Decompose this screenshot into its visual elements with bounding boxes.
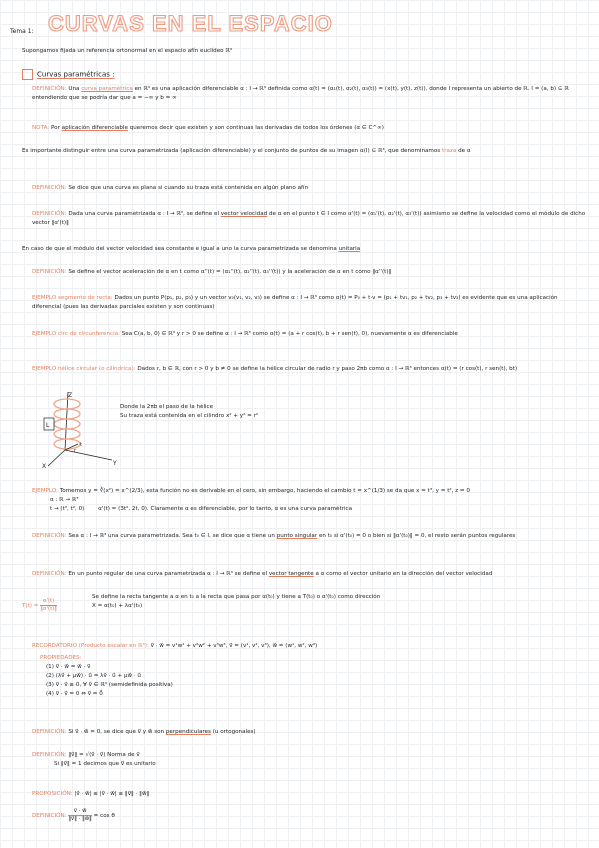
helix-loop xyxy=(54,439,80,449)
def-text: Si ‖v⃗‖ = 1 decimos que v⃗ es unitario xyxy=(54,761,156,767)
unit-highlight: unitaria xyxy=(338,246,361,252)
trace-text: de α xyxy=(458,148,471,154)
proposition-cauchy-schwarz xyxy=(32,790,588,799)
def-text: ‖v⃗‖ = √(v⃗ · v⃗) Norma de v⃗ xyxy=(68,752,140,758)
y-axis xyxy=(65,450,112,460)
example-text: Dados r, b ∈ ℝ, con r > 0 y b ≠ 0 se define la hélice circular de radio r y paso 2πb como α : I → ℝ³ entonces α(t) = (r cos(t), r sen(t), bt) xyxy=(137,366,518,372)
tangent-line-note xyxy=(92,593,582,611)
fraction-numerator: v⃗ · w⃗ xyxy=(68,808,92,816)
reminder-text: v⃗ · w⃗ = v¹w¹ + v²w² + v³w³, v⃗ = (v¹, v², v³), w⃗ = (w¹, w², w³) xyxy=(150,643,318,649)
mark-t: t xyxy=(80,442,82,448)
helix-note-line: Su traza está contenida en el cilindro x² + y² = r² xyxy=(120,413,259,419)
tangent-formula xyxy=(22,598,102,613)
section-heading xyxy=(22,69,114,80)
page-title: CURVAS EN EL ESPACIO xyxy=(48,11,333,36)
example-text: Dados un punto P(p₁, p₂, p₃) y un vector v₀(v₁, v₂, v₃) se define α : I → ℝ³ como α(t) = P₀ + t·v = (p₁ + tv₁, p₂ + tv₂, p₃ + tv₃) es evidente que es una aplicación diferencial (pues las derivadas parciales existen y son continuas) xyxy=(32,295,558,310)
def-tag: DEFINICIÓN: xyxy=(32,752,67,758)
example-tag: EJEMPLO hélice circular (o cilíndrica): xyxy=(32,366,136,372)
note-highlight: aplicación diferenciable xyxy=(61,125,128,131)
intro-text: Supongamos fijada un referencia ortonormal en el espacio afín euclídeo ℝ³ xyxy=(22,48,233,54)
trace-text: Es importante distinguir entre una curva parametrizada (aplicación diferenciable) y el conjunto de puntos de su imagen α(I) ⊆ ℝ³, que denominamos xyxy=(22,148,441,154)
example-map: α : ℝ → ℝ³ xyxy=(50,497,79,503)
reminder-tag: RECORDATORIO (Producto escalar en ℝ³): xyxy=(32,643,149,649)
note-tag: NOTA: xyxy=(32,125,50,131)
definition-curve xyxy=(32,85,588,103)
definition-tangent xyxy=(32,570,588,579)
helix-loop xyxy=(54,419,80,429)
property-item: (4) v⃗ · v⃗ = 0 ⇔ v⃗ = 0⃗ xyxy=(46,691,103,697)
z-axis xyxy=(65,392,68,450)
example-segment xyxy=(32,294,588,312)
definition-perpendicular xyxy=(32,728,588,737)
properties-tag: PROPIEDADES: xyxy=(40,655,82,661)
def-text: Se define el vector aceleración de α en t como α''(t) = (α₁''(t), α₂''(t), α₃''(t)) y la aceleración de α en t como ‖α''(t)‖ xyxy=(68,269,392,275)
def-text: Si v⃗ · w⃗ = 0, se dice que v⃗ y w⃗ son xyxy=(68,729,165,735)
def-highlight: punto singular xyxy=(276,533,318,539)
note-text: Por xyxy=(50,125,60,131)
note-differentiable xyxy=(32,124,588,133)
def-tag: DEFINICIÓN: xyxy=(32,533,67,539)
def-tag: DEFINICIÓN: xyxy=(32,269,67,275)
property-item: (1) v⃗ · w⃗ = w⃗ · v⃗ xyxy=(46,664,91,670)
helix-loop xyxy=(54,429,80,439)
angle-fraction xyxy=(68,808,92,823)
def-text: Se dice que una curva es plana si cuando su traza está contenida en algún plano afín xyxy=(68,185,309,191)
axis-label-x: X xyxy=(42,463,47,470)
trace-paragraph xyxy=(22,147,588,156)
definition-velocity xyxy=(32,210,588,228)
def-text: Dada una curva parametrizada α : I → ℝ³, se define el xyxy=(68,211,220,217)
fraction-denominator: ‖v⃗‖ · ‖w⃗‖ xyxy=(68,816,92,822)
reminder-dot-product xyxy=(32,642,588,651)
trace-highlight: traza xyxy=(442,148,457,154)
example-tag: EJEMPLO: xyxy=(32,488,59,494)
unit-text: En caso de que el módulo del vector velocidad sea constante e igual a uno la curva parametrizada se denomina xyxy=(22,246,337,252)
property-item: (2) (λv⃗ + μw⃗) · u⃗ = λv⃗ · u⃗ + μw⃗ · u⃗ xyxy=(46,673,141,679)
def-highlight: vector tangente xyxy=(268,571,314,577)
def-tag: DEFINICIÓN: xyxy=(32,86,67,92)
def-highlight: vector velocidad xyxy=(220,211,268,217)
def-text: = cos θ xyxy=(93,813,115,819)
example-map-row xyxy=(50,505,588,514)
example-cusp xyxy=(32,487,588,514)
example-circumference xyxy=(32,330,588,339)
helix-note-line: Donde la 2πb el paso de la hélice xyxy=(120,404,214,410)
tangent-note-line: X = α(t₀) + λα'(t₀) xyxy=(92,603,143,609)
definition-angle xyxy=(32,808,588,823)
topic-label: Tema 1: xyxy=(10,28,34,35)
def-tag: DEFINICIÓN: xyxy=(32,185,67,191)
def-tag: DEFINICIÓN: xyxy=(32,211,67,217)
fraction-numerator: α'(t) xyxy=(40,598,57,606)
def-text: de α en el punto t ∈ I como α'(t) = (α₁'(t), α₂'(t), α₃'(t)) asimismo se define la velocidad como el módulo de dicho vector ‖α'(t)‖ xyxy=(32,211,586,226)
example-tag: EJEMPLO circ de circunferencia: xyxy=(32,331,120,337)
unit-paragraph xyxy=(22,245,588,254)
proposition-tag: PROPOSICIÓN: xyxy=(32,791,73,797)
def-tag: DEFINICIÓN: xyxy=(32,813,67,819)
def-text: en t₀ si α'(t₀) = 0 o bien si ‖α'(t₀)‖ = 0, el resto serán puntos regulares xyxy=(318,533,516,539)
example-helix xyxy=(32,365,588,374)
def-text: Sea α : I → ℝ³ una curva parametrizada. Sea t₀ ∈ I, se dice que α tiene un xyxy=(68,533,275,539)
example-map: t → (t³, t², 0) xyxy=(50,506,85,512)
def-text: En un punto regular de una curva parametrizada α : I → ℝ³ se define el xyxy=(68,571,268,577)
note-text: queremos decir que existen y son continuas las derivadas de todos los órdenes (α ∈ C^∞) xyxy=(129,125,384,131)
fraction-denominator: ‖α'(t)‖ xyxy=(40,606,57,612)
formula-fraction xyxy=(40,598,57,613)
def-text: (u ortogonales) xyxy=(212,729,256,735)
example-text: Tomemos y = ∛(x²) = x^(2/3), esta función no es derivable en el cero, sin embargo, haciendo el cambio t = x^(1/3) se da que x = t³, y = t², z = 0 xyxy=(59,488,470,494)
definition-singular-point xyxy=(32,532,588,541)
property-item: (3) v⃗ · v⃗ ≥ 0, ∀ v⃗ ∈ ℝ³ (semidefinida positiva) xyxy=(46,682,173,688)
definition-acceleration xyxy=(32,268,588,277)
example-text: Sea C(a, b, 0) ∈ ℝ³ y r > 0 se define α : I → ℝ³ como α(t) = (a + r cos(t), b + r sen(t), 0), nuevamente α es diferenciable xyxy=(121,331,458,337)
tangent-note-line: Se define la recta tangente a α en t₀ a la recta que pasa por α(t₀) y tiene a T(t₀) o α'(t₀) como dirección xyxy=(92,594,381,600)
def-text: a α como el vector unitario en la dirección del vector velocidad xyxy=(315,571,493,577)
def-text: en ℝ³ es una aplicación diferenciable α : I → ℝ³ definida como α(t) = (α₁(t), α₂(t), α₃(t)) = (x(t), y(t), z(t)), donde I representa un abierto de ℝ. I = (a, b) ⊆ ℝ entendiendo que se podría dar que a = −∞ y b = ∞ xyxy=(32,86,569,101)
x-axis xyxy=(48,450,65,466)
def-tag: DEFINICIÓN: xyxy=(32,571,67,577)
definition-norm xyxy=(32,751,588,769)
example-text: α'(t) = (3t², 2t, 0). Claramente α es diferenciable, por lo tanto, α es una curva paramétrica xyxy=(98,506,353,512)
helix-diagram xyxy=(30,388,130,470)
section-label: Curvas paramétricas : xyxy=(37,70,115,79)
definition-plane-curve xyxy=(32,184,588,193)
helix-note xyxy=(120,403,420,421)
def-text: Una xyxy=(68,86,80,92)
proposition-text: |v⃗ · w⃗| ≤ |v⃗ · w⃗| ≤ ‖v⃗‖ · ‖w⃗‖ xyxy=(74,791,150,797)
def-highlight: perpendiculares xyxy=(165,729,211,735)
checkbox-icon xyxy=(22,69,33,80)
def-highlight: curva paramétrica xyxy=(81,86,133,92)
example-tag: EJEMPLO segmento de recta: xyxy=(32,295,113,301)
axis-label-y: Y xyxy=(113,460,117,467)
mark-r: r xyxy=(74,448,77,454)
def-tag: DEFINICIÓN: xyxy=(32,729,67,735)
formula-lhs: T(t) = xyxy=(22,603,39,609)
mark-l: L xyxy=(46,422,50,429)
axis-label-z: Z xyxy=(68,392,73,399)
properties-list xyxy=(32,654,432,699)
